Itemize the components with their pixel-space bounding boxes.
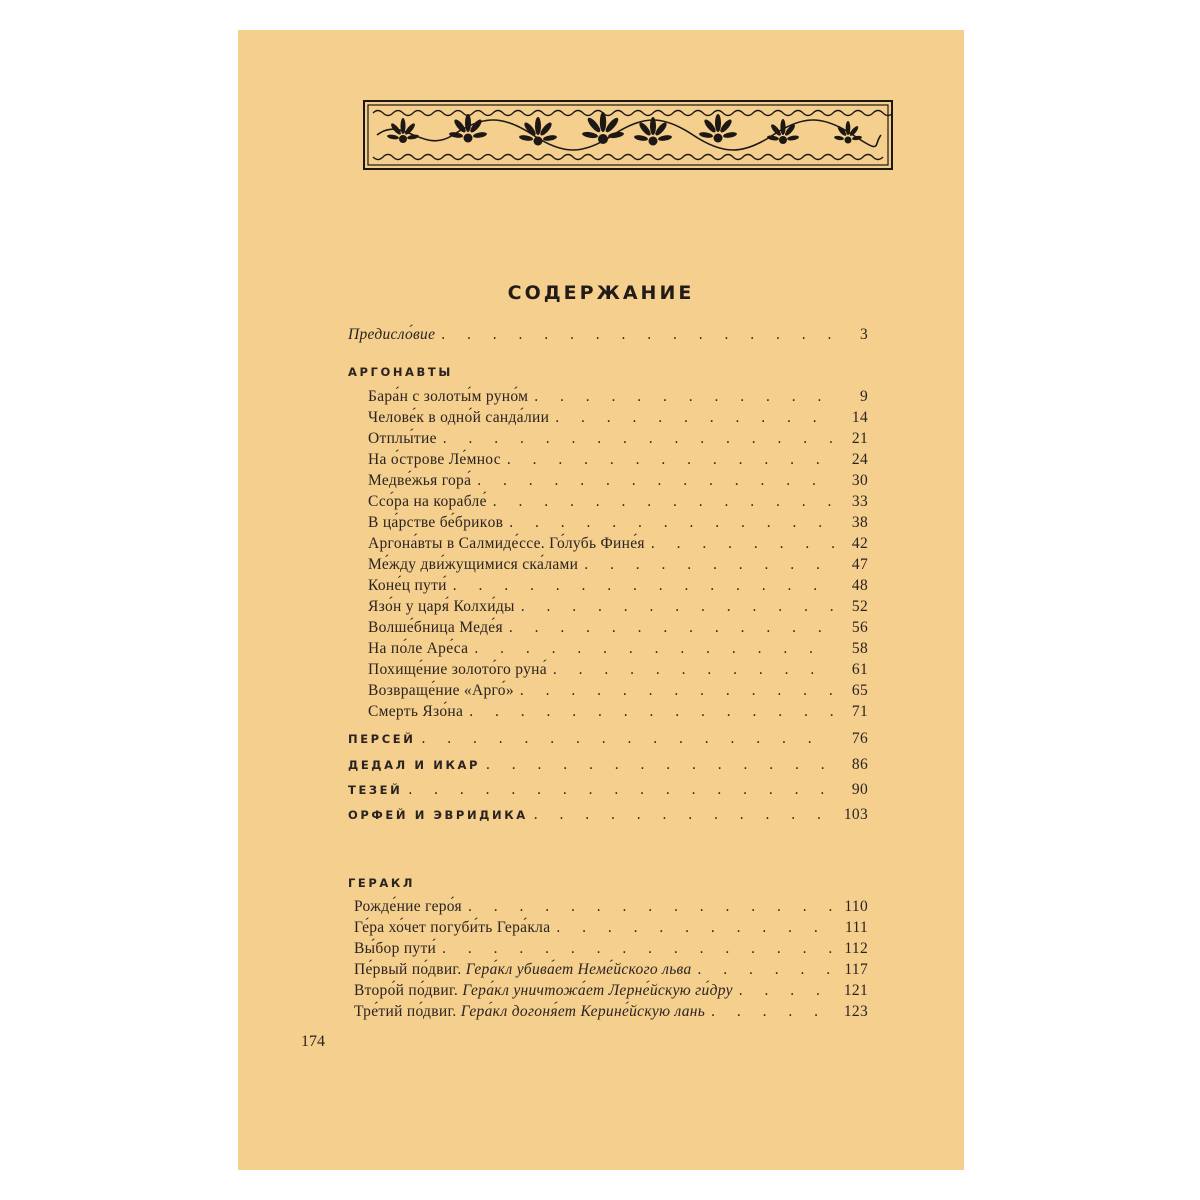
toc-entry[interactable] — [354, 1003, 868, 1025]
toc-entry-page: 42 — [851, 535, 868, 552]
toc-entry-page: 9 — [859, 388, 868, 405]
toc-entry-page: 58 — [851, 640, 868, 657]
page-title: СОДЕРЖАНИЕ — [507, 282, 695, 304]
dot-leader — [578, 556, 834, 574]
toc-section-theseus[interactable] — [348, 781, 868, 803]
toc-entry-page: 86 — [851, 756, 868, 773]
toc-entry-page: 76 — [851, 730, 868, 747]
toc-entry-page: 123 — [843, 1003, 868, 1020]
toc-entry-title: Тре́тий по́двиг. — [354, 1003, 457, 1020]
dot-leader — [415, 730, 834, 748]
dot-leader — [463, 703, 834, 721]
toc-entry-page: 90 — [851, 781, 868, 798]
dot-leader — [468, 640, 834, 658]
toc-entry[interactable] — [368, 388, 868, 410]
toc-entry-title: ПЕРСЕЙ — [348, 732, 416, 746]
toc-entry-page: 71 — [851, 703, 868, 720]
toc-entry-page: 52 — [851, 598, 868, 615]
dot-leader — [528, 388, 834, 406]
toc-section-perseus[interactable] — [348, 730, 868, 752]
toc-entry-title: Бара́н с золоты́м руно́м — [368, 388, 529, 405]
toc-entry-preface[interactable] — [348, 326, 868, 348]
toc-entry-page: 30 — [851, 472, 868, 489]
toc-entry[interactable] — [368, 661, 868, 683]
dot-leader — [436, 940, 834, 958]
toc-section-orpheus[interactable] — [348, 806, 868, 828]
toc-entry[interactable] — [368, 535, 868, 557]
page-number: 174 — [301, 1033, 325, 1050]
dot-leader — [692, 961, 834, 979]
section-heading-heracles: ГЕРАКЛ — [348, 876, 416, 890]
toc-entry[interactable] — [368, 703, 868, 725]
toc-entry-page: 47 — [851, 556, 868, 573]
toc-entry-page: 21 — [851, 430, 868, 447]
toc-entry-title: Аргона́вты в Салмиде́ссе. Го́лубь Фине́я — [368, 535, 645, 552]
toc-entry-title: Волше́бница Меде́я — [368, 619, 503, 636]
dot-leader — [515, 598, 834, 616]
toc-entry[interactable] — [368, 619, 868, 641]
dot-leader — [487, 493, 834, 511]
dot-leader — [462, 898, 834, 916]
toc-entry-page: 117 — [844, 961, 868, 978]
toc-entry-title: Похище́ние золото́го руна́ — [368, 661, 547, 678]
dot-leader — [528, 806, 834, 824]
toc-entry-title: Коне́ц пути́ — [368, 577, 447, 594]
toc-entry[interactable] — [368, 556, 868, 578]
toc-section-daedalus[interactable] — [348, 756, 868, 778]
toc-entry-page: 112 — [844, 940, 868, 957]
ornamental-header-border — [363, 100, 893, 170]
toc-entry[interactable] — [354, 961, 868, 983]
dot-leader — [503, 619, 834, 637]
dot-leader — [549, 409, 834, 427]
toc-entry-title: Челове́к в одно́й санда́лии — [368, 409, 550, 426]
toc-entry[interactable] — [368, 493, 868, 515]
toc-entry-title: На о́строве Ле́мнос — [368, 451, 501, 468]
dot-leader — [705, 1003, 834, 1021]
book-page — [238, 30, 964, 1170]
toc-entry-title: Вы́бор пути́ — [354, 940, 437, 957]
dot-leader — [501, 451, 834, 469]
toc-entry-subtitle: Гера́кл догоня́ет Керине́йскую лань — [460, 1003, 706, 1020]
dot-leader — [435, 326, 834, 344]
toc-entry-title: Второ́й по́двиг. — [354, 982, 459, 999]
toc-entry-page: 121 — [843, 982, 868, 999]
toc-entry-page: 111 — [845, 919, 868, 936]
dot-leader — [645, 535, 834, 553]
toc-entry[interactable] — [368, 451, 868, 473]
dot-leader — [733, 982, 834, 1000]
dot-leader — [514, 682, 834, 700]
toc-entry[interactable] — [354, 898, 868, 920]
toc-entry-title: На по́ле Аре́са — [368, 640, 469, 657]
toc-entry[interactable] — [368, 430, 868, 452]
dot-leader — [547, 661, 834, 679]
toc-entry[interactable] — [368, 598, 868, 620]
section-heading-argonauts: АРГОНАВТЫ — [348, 365, 453, 379]
toc-entry-title: Предисло́вие — [348, 326, 436, 343]
toc-entry-page: 14 — [851, 409, 868, 426]
toc-entry-title: Смерть Язо́на — [368, 703, 464, 720]
toc-entry-page: 48 — [851, 577, 868, 594]
toc-entry[interactable] — [368, 514, 868, 536]
toc-entry-page: 65 — [851, 682, 868, 699]
toc-entry-page: 61 — [851, 661, 868, 678]
toc-entry[interactable] — [354, 940, 868, 962]
dot-leader — [503, 514, 834, 532]
toc-entry-page: 38 — [851, 514, 868, 531]
toc-entry-page: 110 — [844, 898, 868, 915]
toc-entry-title: Пе́рвый по́двиг. — [354, 961, 462, 978]
toc-entry[interactable] — [354, 982, 868, 1004]
toc-entry-title: Медве́жья гора́ — [368, 472, 472, 489]
dot-leader — [437, 430, 834, 448]
toc-entry-title: ДЕДАЛ И ИКАР — [348, 758, 480, 772]
toc-entry-title: ОРФЕЙ И ЭВРИДИКА — [348, 808, 528, 822]
toc-entry-title: Рожде́ние геро́я — [354, 898, 462, 915]
toc-entry[interactable] — [368, 682, 868, 704]
toc-entry-page: 33 — [851, 493, 868, 510]
toc-entry-page: 3 — [859, 326, 868, 343]
toc-entry-page: 24 — [851, 451, 868, 468]
dot-leader — [447, 577, 834, 595]
toc-entry[interactable] — [368, 640, 868, 662]
toc-entry-title: Ме́жду дви́жущимися ска́лами — [368, 556, 579, 573]
toc-entry-title: Отплы́тие — [368, 430, 437, 447]
dot-leader — [471, 472, 834, 490]
toc-entry-page: 56 — [851, 619, 868, 636]
toc-entry-title: В ца́рстве бе́брикoв — [368, 514, 504, 531]
toc-entry-page: 103 — [843, 806, 868, 823]
toc-entry[interactable] — [368, 577, 868, 599]
toc-entry-title: Ге́ра хо́чет погуби́ть Гера́кла — [354, 919, 551, 936]
toc-entry[interactable] — [368, 409, 868, 431]
palmette-frieze-icon — [363, 100, 893, 170]
toc-entry-subtitle: Гера́кл убива́ет Неме́йского льва — [465, 961, 692, 978]
toc-entry-title: Возвраще́ние «Арго́» — [368, 682, 514, 699]
dot-leader — [480, 756, 834, 774]
toc-entry-title: Язо́н у царя́ Колхи́ды — [368, 598, 515, 615]
toc-entry-title: ТЕЗЕЙ — [348, 783, 403, 797]
dot-leader — [402, 781, 834, 799]
toc-entry[interactable] — [354, 919, 868, 941]
toc-entry[interactable] — [368, 472, 868, 494]
toc-entry-title: Ссо́ра на корабле́ — [368, 493, 487, 510]
dot-leader — [550, 919, 834, 937]
toc-entry-subtitle: Гера́кл уничтожа́ет Лерне́йскую ги́дру — [462, 982, 733, 999]
